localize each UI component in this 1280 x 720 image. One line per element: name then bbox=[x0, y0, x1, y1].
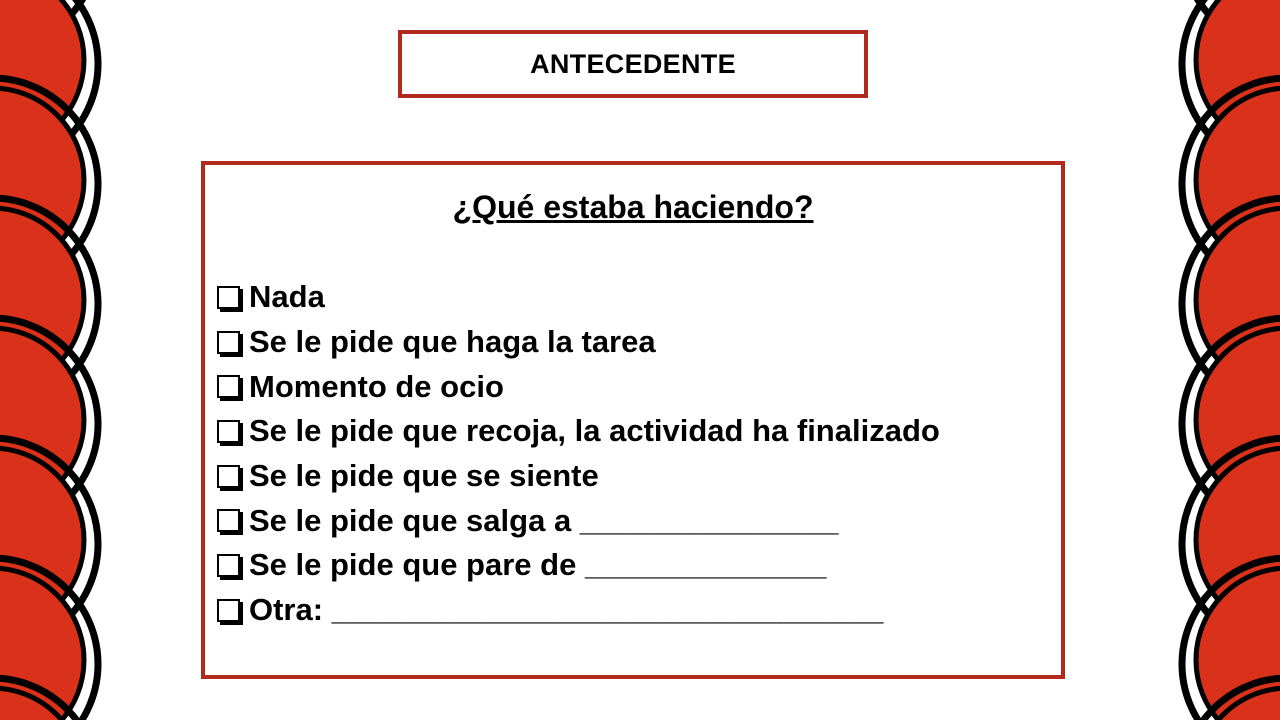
option-label: Se le pide que se siente bbox=[249, 458, 599, 494]
option-label: Otra: ________________________________ bbox=[249, 592, 884, 628]
checkbox-icon[interactable] bbox=[217, 286, 240, 309]
question-panel bbox=[201, 161, 1065, 679]
option-label: Momento de ocio bbox=[249, 368, 504, 404]
option-label: Nada bbox=[249, 279, 325, 315]
option-item[interactable] bbox=[217, 498, 940, 543]
option-label: Se le pide que salga a _______________ bbox=[249, 502, 839, 538]
checkbox-icon[interactable] bbox=[217, 465, 240, 488]
option-item[interactable] bbox=[217, 275, 940, 320]
option-item[interactable] bbox=[217, 364, 940, 409]
checkbox-icon[interactable] bbox=[217, 554, 240, 577]
option-label: Se le pide que haga la tarea bbox=[249, 324, 656, 360]
checkbox-icon[interactable] bbox=[217, 331, 240, 354]
checkbox-icon[interactable] bbox=[217, 375, 240, 398]
option-label: Se le pide que pare de ______________ bbox=[249, 547, 827, 583]
option-item[interactable] bbox=[217, 543, 940, 588]
option-item[interactable] bbox=[217, 588, 940, 633]
option-item[interactable] bbox=[217, 454, 940, 499]
title-box bbox=[398, 30, 868, 98]
scalloped-border-right bbox=[1080, 0, 1280, 720]
scalloped-border-left bbox=[0, 0, 200, 720]
option-item[interactable] bbox=[217, 409, 940, 454]
option-item[interactable] bbox=[217, 320, 940, 365]
question-heading: ¿Qué estaba haciendo? bbox=[452, 189, 814, 225]
page-title: ANTECEDENTE bbox=[530, 48, 736, 79]
checkbox-icon[interactable] bbox=[217, 420, 240, 443]
option-label: Se le pide que recoja, la actividad ha finalizado bbox=[249, 413, 940, 449]
options-list bbox=[217, 275, 940, 633]
checkbox-icon[interactable] bbox=[217, 509, 240, 532]
checkbox-icon[interactable] bbox=[217, 599, 240, 622]
